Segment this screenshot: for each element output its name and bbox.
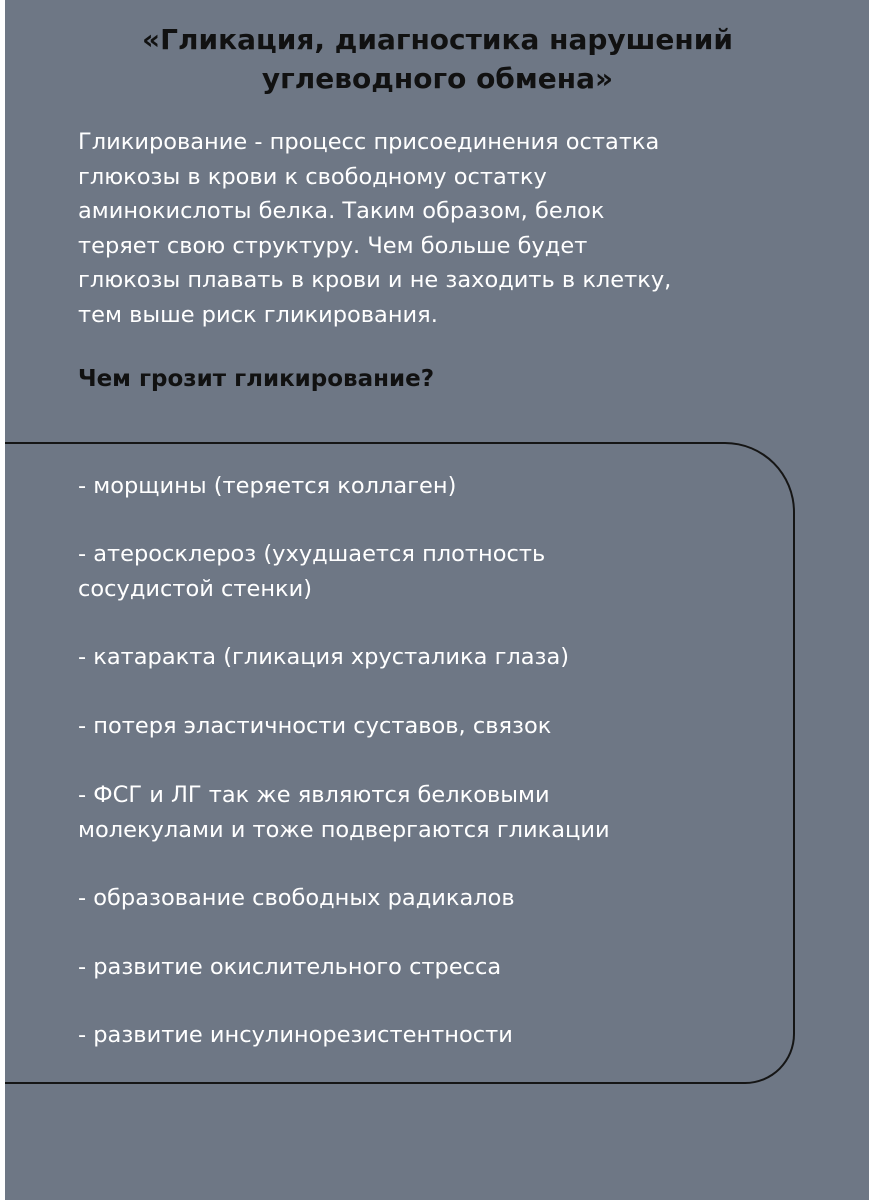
risk-item-joint-elasticity <box>78 709 551 744</box>
risk-item-line: - атеросклероз (ухудшается плотность <box>78 541 546 567</box>
risk-item-line: сосудистой стенки) <box>78 576 313 602</box>
intro-line: Гликирование - процесс присоединения остатка <box>78 129 660 155</box>
intro-line: тем выше риск гликирования. <box>78 301 438 328</box>
risk-item-wrinkles <box>78 469 456 504</box>
intro-line: теряет свою структуру. Чем больше будет <box>78 232 588 259</box>
risk-item-atherosclerosis <box>78 537 545 607</box>
intro-line: аминокислоты белка. Таким образом, белок <box>78 198 605 224</box>
intro-line: глюкозы в крови к свободному остатку <box>78 163 547 190</box>
risk-item-free-radicals <box>78 881 515 916</box>
risk-item-oxidative-stress <box>78 950 501 985</box>
risk-item-line: - катаракта (гликация хрусталика глаза) <box>78 644 570 670</box>
risk-item-line: - развитие инсулинорезистентности <box>78 1022 513 1048</box>
title-line: углеводного обмена» <box>261 62 614 95</box>
risk-item-line: - потеря эластичности суставов, связок <box>78 713 552 739</box>
intro-line: глюкозы плавать в крови и не заходить в клетку, <box>78 267 672 293</box>
risk-item-line: - ФСГ и ЛГ так же являются белковыми <box>78 782 550 808</box>
page-title <box>0 20 875 98</box>
risk-item-fsh-lh <box>78 778 610 848</box>
risk-item-line: молекулами и тоже подвергаются гликации <box>78 817 610 843</box>
risk-item-cataract <box>78 640 569 675</box>
risk-item-line: - развитие окислительного стресса <box>78 954 502 980</box>
title-line: «Гликация, диагностика нарушений <box>142 23 733 56</box>
risk-question-heading: Чем грозит гликирование? <box>78 366 435 392</box>
intro-paragraph <box>78 125 798 332</box>
risk-item-insulin-resistance <box>78 1018 513 1053</box>
risk-item-line: - образование свободных радикалов <box>78 885 515 911</box>
risk-item-line: - морщины (теряется коллаген) <box>78 473 457 499</box>
